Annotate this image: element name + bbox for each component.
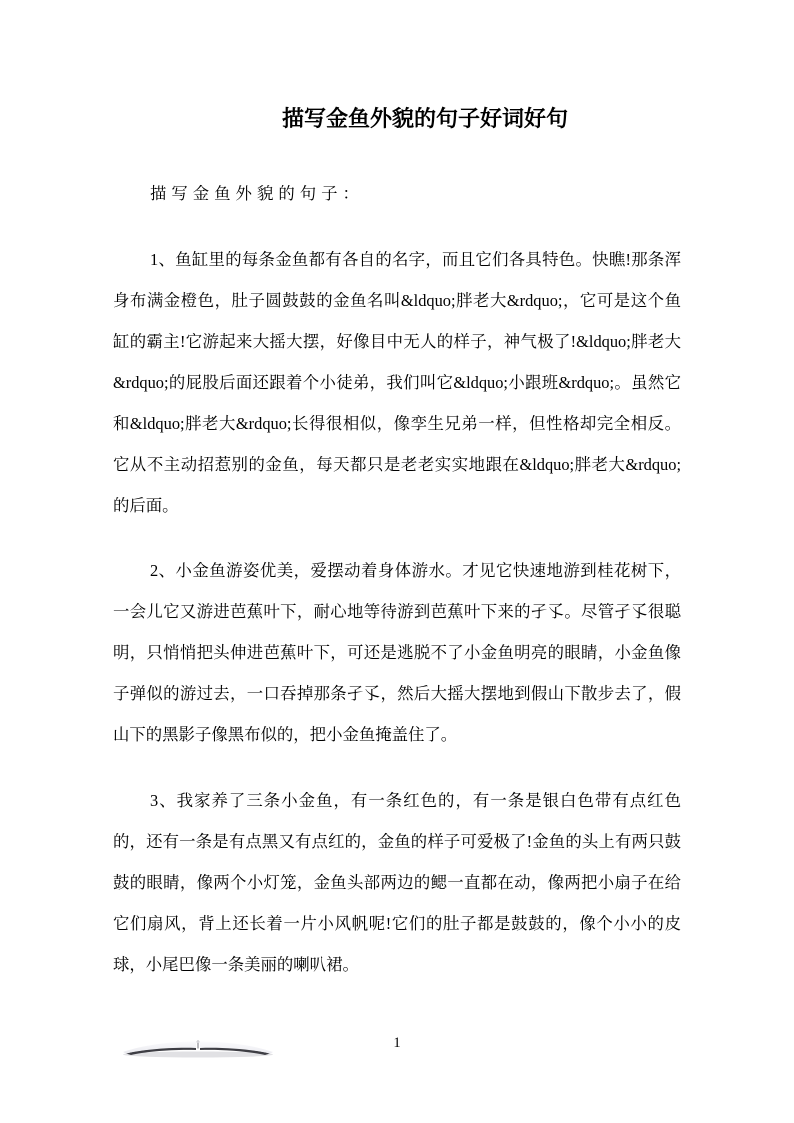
lead-line: 描写金鱼外貌的句子：	[150, 184, 364, 203]
page-footer	[0, 1028, 794, 1068]
paragraph-3: 3、我家养了三条小金鱼，有一条红色的，有一条是银白色带有点红色的，还有一条是有点黑又有点红的，金鱼的样子可爱极了!金鱼的头上有两只鼓鼓的眼睛，像两个小灯笼，金鱼头部两边的鳃一直都在动，像两把小扇子在给它们扇风，背上还长着一片小风帆呢!它们的肚子都是鼓鼓的，像个小小的皮球，小尾巴像一条美丽的喇叭裙。	[113, 790, 681, 974]
document-title: 描写金鱼外貌的句子好词好句	[281, 106, 568, 131]
document-content	[113, 0, 681, 985]
page-number: 1	[393, 1035, 401, 1051]
paragraph-2: 2、小金鱼游姿优美，爱摆动着身体游水。才见它快速地游到桂花树下，一会儿它又游进芭蕉叶下，耐心地等待游到芭蕉叶下来的孑孓。尽管孑孓很聪明，只悄悄把头伸进芭蕉叶下，可还是逃脱不了小金鱼明亮的眼睛，小金鱼像子弹似的游过去，一口吞掉那条孑孓，然后大摇大摆地到假山下散步去了，假山下的黑影子像黑布似的，把小金鱼掩盖住了。	[113, 561, 681, 744]
paragraph-1: 1、鱼缸里的每条金鱼都有各自的名字，而且它们各具特色。快瞧!那条浑身布满金橙色，肚子圆鼓鼓的金鱼名叫&ldquo;胖老大&rdquo;，它可是这个鱼缸的霸主!它游起来大摇大摆，好像目中无人的样子，神气极了!&ldquo;胖老大&rdquo;的屁股后面还跟着个小徒弟，我们叫它&ldquo;小跟班&rdquo;。虽然它和&ldquo;胖老大&rdquo;长得很相似，像孪生兄弟一样，但性格却完全相反。它从不主动招惹别的金鱼，每天都只是老老实实地跟在&ldquo;胖老大&rdquo;的后面。	[113, 249, 681, 515]
